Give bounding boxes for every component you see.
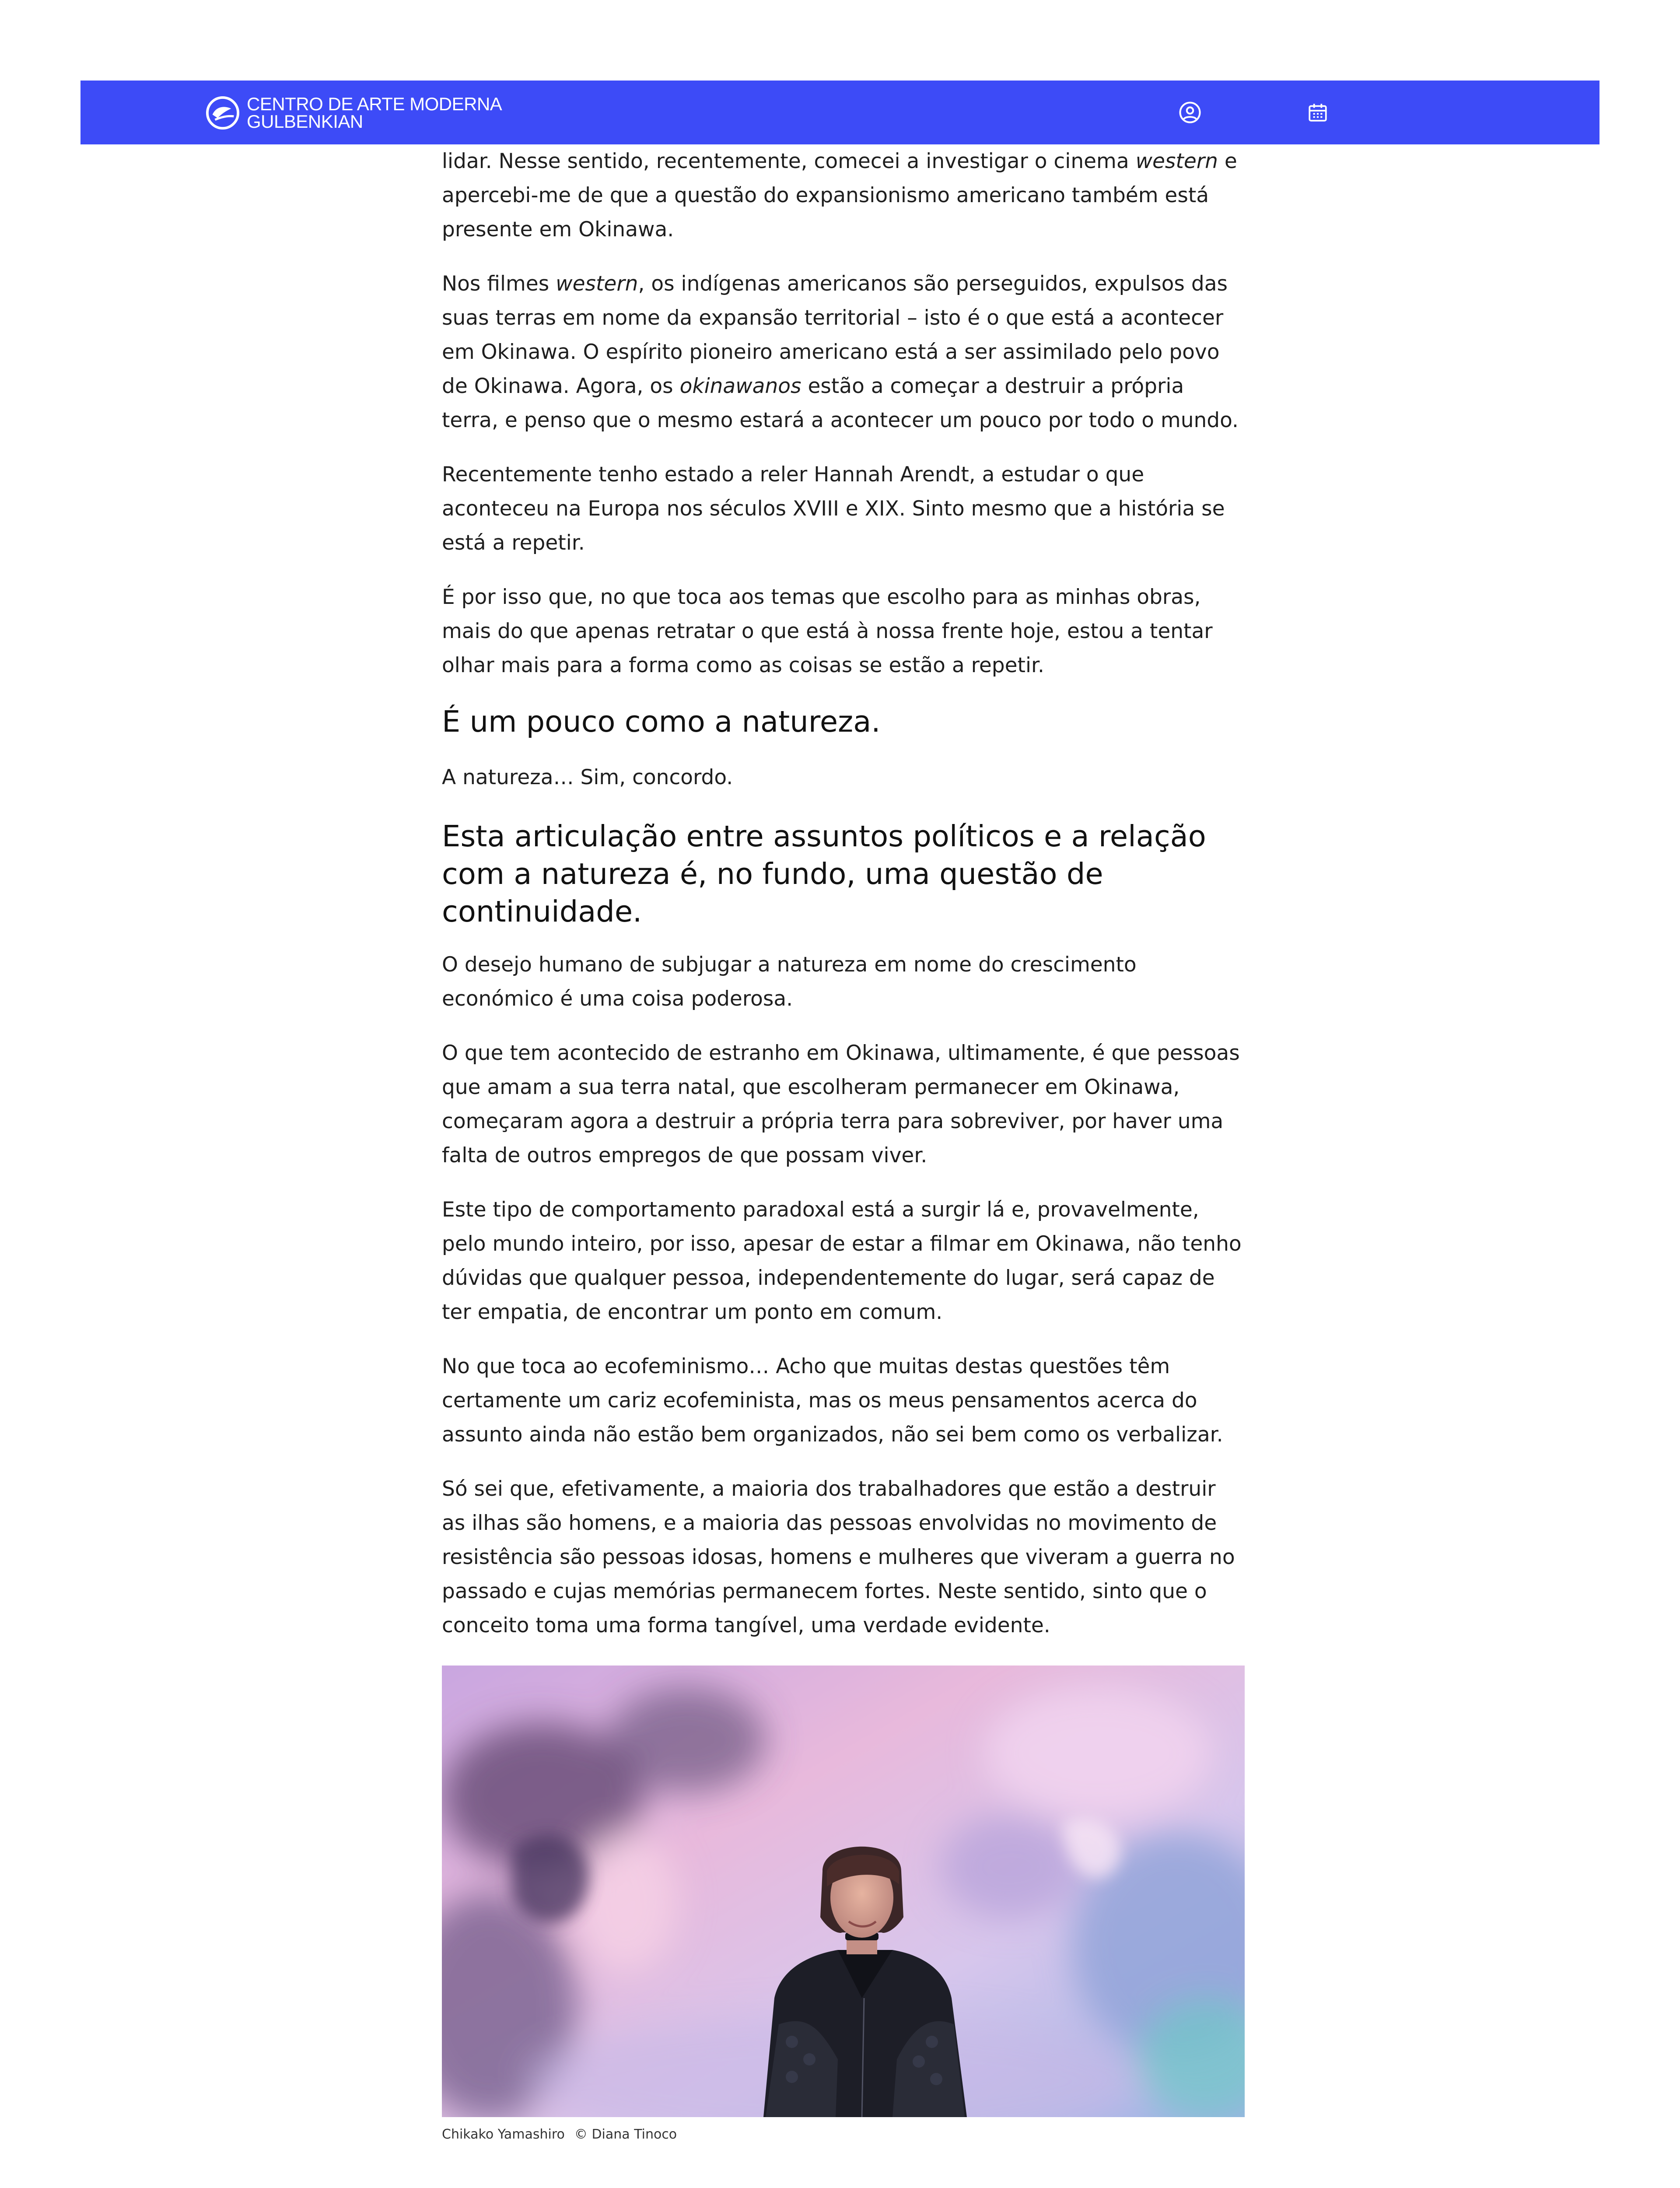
account-button[interactable]: [1176, 98, 1204, 127]
interview-question: É um pouco como a natureza.: [442, 705, 881, 739]
gulbenkian-logo-icon: [206, 96, 240, 130]
italic-term: western: [1135, 149, 1218, 173]
brand-name: [247, 95, 502, 130]
interview-question: Esta articulação entre assuntos políticos e a relação com a natureza é, no fundo, uma questão de continuidade.: [442, 819, 1206, 929]
article-paragraph: O desejo humano de subjugar a natureza em nome do crescimento económico é uma coisa poderosa.: [442, 953, 1137, 1011]
calendar-icon: [1307, 102, 1329, 123]
article-paragraph: Só sei que, efetivamente, a maioria dos trabalhadores que estão a destruir as ilhas são homens, e a maioria das pessoas envolvidas no movimento de resistência são pessoas idosas, homens e mulheres que viveram a guerra no passado e cujas memórias permanecem fortes. Neste sentido, sinto que o conceito toma uma forma tangível, uma verdade evidente.: [442, 1477, 1235, 1637]
photo-caption: [442, 2126, 1245, 2143]
article-figure: [442, 1666, 1245, 2143]
article-paragraph: O que tem acontecido de estranho em Okinawa, ultimamente, é que pessoas que amam a sua terra natal, que escolheram permanecer em Okinawa, começaram agora a destruir a própria terra para sobreviver, por haver uma falta de outros empregos de que possam viver.: [442, 1041, 1240, 1168]
caption-credit: © Diana Tinoco: [574, 2127, 677, 2142]
text-run: Nos filmes: [442, 272, 556, 296]
brand-link[interactable]: [206, 96, 502, 130]
article-paragraph: No que toca ao ecofeminismo… Acho que muitas destas questões têm certamente um cariz ecofeminista, mas os meus pensamentos acerca do assunto ainda não estão bem organizados, não sei bem como os verbalizar.: [442, 1354, 1223, 1447]
calendar-button[interactable]: [1303, 98, 1332, 127]
article-paragraph: [442, 267, 1245, 438]
caption-subject: Chikako Yamashiro: [442, 2127, 565, 2142]
article-paragraph: É por isso que, no que toca aos temas que escolho para as minhas obras, mais do que apenas retratar o que está à nossa frente hoje, estou a tentar olhar mais para a forma como as coisas se estão a repetir.: [442, 585, 1213, 677]
user-circle-icon: [1178, 101, 1202, 124]
text-run: estão a começar a destruir a própria terra, e penso que o mesmo estará a acontecer um pouco por todo o mundo.: [442, 374, 1239, 432]
article-paragraph: Recentemente tenho estado a reler Hannah Arendt, a estudar o que aconteceu na Europa nos séculos XVIII e XIX. Sinto mesmo que a história se está a repetir.: [442, 463, 1225, 555]
brand-name-line2: GULBENKIAN: [247, 111, 363, 132]
article-paragraph: [442, 144, 1245, 247]
brand-name-line1: CENTRO DE ARTE MODERNA: [247, 94, 502, 114]
text-run: , os indígenas americanos são perseguidos, expulsos das suas terras em nome da expansão territorial – isto é o que está a acontecer em Okinawa. O espírito pioneiro americano está a ser assimilado pelo povo de Okinawa. Agora, os: [442, 272, 1228, 398]
article-body: [442, 144, 1245, 2188]
italic-term: western: [556, 272, 638, 296]
site-header: [80, 81, 1600, 144]
article-paragraph: Este tipo de comportamento paradoxal está a surgir lá e, provavelmente, pelo mundo inteiro, por isso, apesar de estar a filmar em Okinawa, não tenho dúvidas que qualquer pessoa, independentemente do lugar, será capaz de ter empatia, de encontrar um ponto em comum.: [442, 1198, 1242, 1324]
text-run: e apercebi-me de que a questão do expansionismo americano também está presente em Okinawa.: [442, 149, 1237, 242]
article-paragraph: A natureza… Sim, concordo.: [442, 765, 733, 789]
text-run: lidar. Nesse sentido, recentemente, comecei a investigar o cinema: [442, 149, 1136, 173]
italic-term: okinawanos: [679, 374, 802, 398]
portrait-photo: [442, 1666, 1245, 2117]
